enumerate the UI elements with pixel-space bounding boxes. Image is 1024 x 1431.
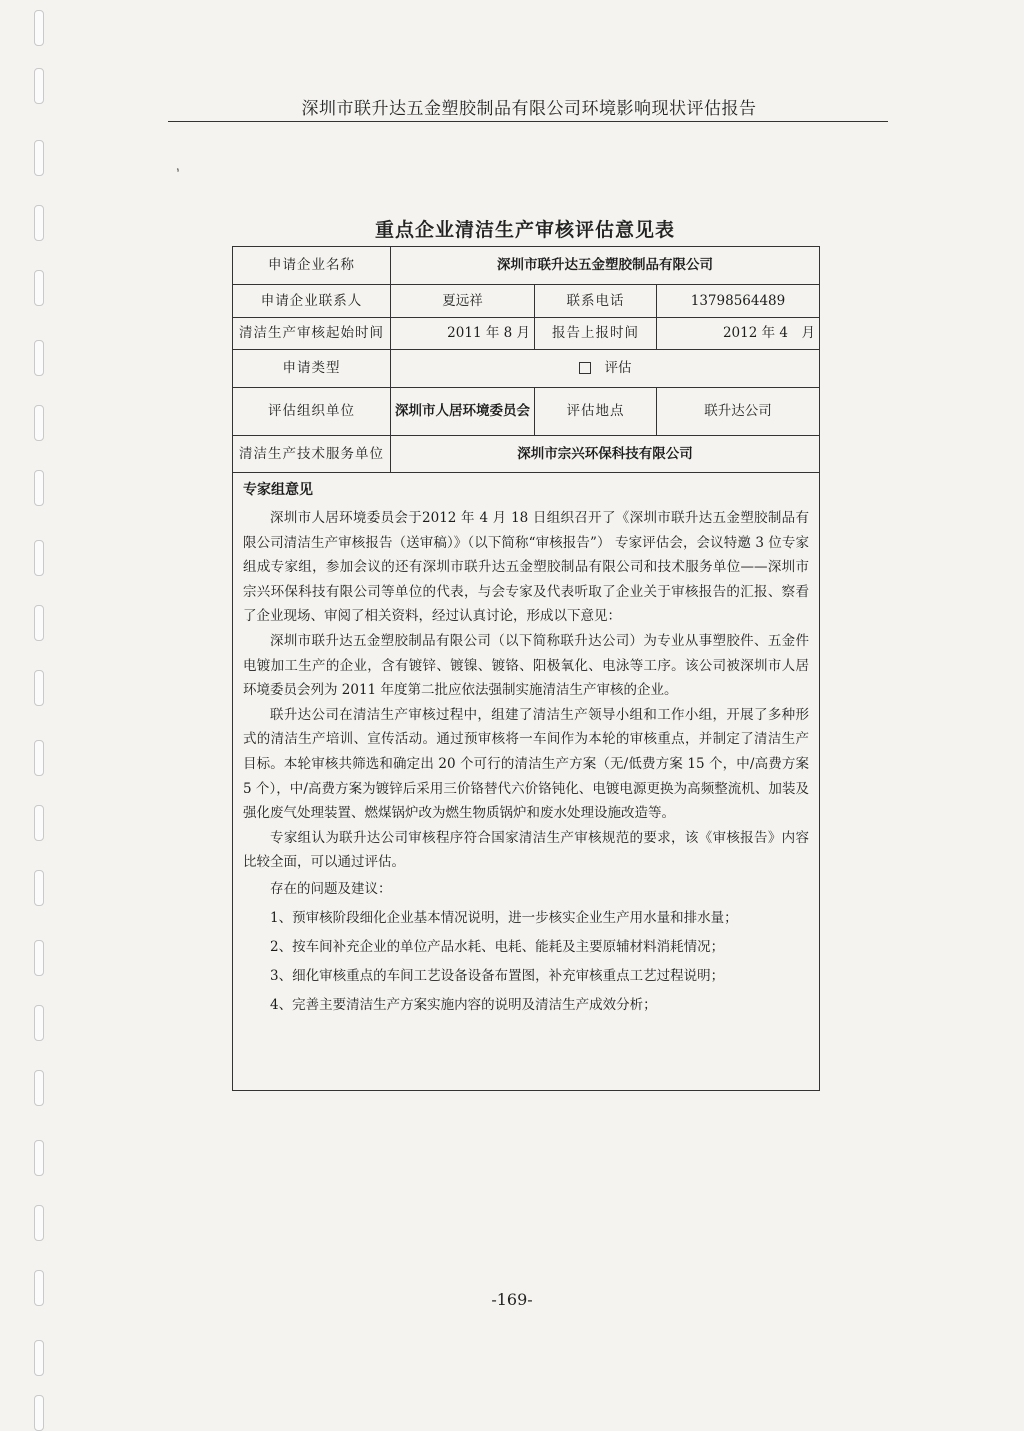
org-label: 评估组织单位 <box>233 388 391 436</box>
phone-label: 联系电话 <box>535 285 657 318</box>
evaluate-option-label: 评估 <box>604 360 632 376</box>
opinion-paragraph: 联升达公司在清洁生产审核过程中，组建了清洁生产领导小组和工作小组，开展了多种形式的清洁生产培训、宣传活动。通过预审核将一车间作为本轮的审核重点，并制定了清洁生产目标。本轮审核共筛选和确定出 20 个可行的清洁生产方案（无/低费方案 15 个，中/高费方案 5 个），中/高费方案为镀锌后采用三价铬替代六价铬钝化、电镀电源更换为高频整流机、加装及强化废气处理装置、燃煤锅炉改为燃生物质锅炉和废水处理设施改造等。 <box>243 706 809 822</box>
binding-hole <box>34 1395 44 1431</box>
binding-hole <box>34 1205 44 1241</box>
header-divider <box>168 121 888 122</box>
org-value: 深圳市人居环境委员会 <box>391 388 535 436</box>
evaluate-checkbox[interactable] <box>579 362 591 374</box>
binding-hole <box>34 270 44 306</box>
binding-hole <box>34 1005 44 1041</box>
binding-holes <box>30 0 50 1431</box>
contact-value: 夏远祥 <box>391 285 535 318</box>
page-header-title: 深圳市联升达五金塑胶制品有限公司环境影响现状评估报告 <box>301 99 757 119</box>
row-service <box>233 436 820 473</box>
row-contact <box>233 285 820 318</box>
expert-opinion-title: 专家组意见 <box>243 482 313 498</box>
form-title: 重点企业清洁生产审核评估意见表 <box>374 219 675 241</box>
binding-hole <box>34 470 44 506</box>
issues-title: 存在的问题及建议： <box>270 880 392 897</box>
page-number: -169- <box>491 1290 533 1309</box>
opinion-paragraph: 专家组认为联升达公司审核程序符合国家清洁生产审核规范的要求，该《审核报告》内容比较全面，可以通过评估。 <box>243 829 809 871</box>
binding-hole <box>34 140 44 176</box>
binding-hole <box>34 870 44 906</box>
binding-hole <box>34 670 44 706</box>
service-value: 深圳市宗兴环保科技有限公司 <box>391 436 820 473</box>
row-company-name <box>233 247 820 285</box>
binding-hole <box>34 1270 44 1306</box>
binding-hole <box>34 940 44 976</box>
binding-hole <box>34 405 44 441</box>
binding-hole <box>34 1140 44 1176</box>
binding-hole <box>34 68 44 104</box>
issue-item: 3、细化审核重点的车间工艺设备设备布置图，补充审核重点工艺过程说明； <box>270 967 725 984</box>
opinion-paragraph: 深圳市人居环境委员会于2012 年 4 月 18 日组织召开了《深圳市联升达五金塑胶制品有限公司清洁生产审核报告（送审稿）》（以下简称“审核报告”） 专家评估会，会议特邀 3 位专家组成专家组，参加会议的还有深圳市联升达五金塑胶制品有限公司和技术服务单位——深圳市宗兴环保科技有限公司等单位的代表，与会专家及代表听取了企业关于审核报告的汇报、察看了企业现场、审阅了相关资料，经过认真讨论，形成以下意见： <box>243 510 809 625</box>
binding-hole <box>34 205 44 241</box>
phone-value: 13798564489 <box>657 285 820 318</box>
issue-item: 1、预审核阶段细化企业基本情况说明，进一步核实企业生产用水量和排水量； <box>270 909 738 926</box>
opinion-paragraph: 深圳市联升达五金塑胶制品有限公司（以下简称联升达公司）为专业从事塑胶件、五金件电镀加工生产的企业，含有镀锌、镀镍、镀铬、阳极氧化、电泳等工序。该公司被深圳市人居环境委员会列为 2011 年度第二批应依法强制实施清洁生产审核的企业。 <box>243 632 809 699</box>
service-label: 清洁生产技术服务单位 <box>233 436 391 473</box>
row-apply-type <box>233 350 820 388</box>
row-expert-opinion <box>233 473 820 1091</box>
row-audit-time <box>233 318 820 350</box>
audit-start-label: 清洁生产审核起始时间 <box>233 318 391 350</box>
binding-hole <box>34 340 44 376</box>
binding-hole <box>34 605 44 641</box>
scan-artifact: ’ <box>174 165 187 183</box>
binding-hole <box>34 10 44 46</box>
issue-item: 4、完善主要清洁生产方案实施内容的说明及清洁生产成效分析； <box>270 996 657 1013</box>
issue-item: 2、按车间补充企业的单位产品水耗、电耗、能耗及主要原辅材料消耗情况； <box>270 938 725 955</box>
binding-hole <box>34 740 44 776</box>
contact-label: 申请企业联系人 <box>233 285 391 318</box>
apply-type-label: 申请类型 <box>233 350 391 388</box>
place-label: 评估地点 <box>535 388 657 436</box>
binding-hole <box>34 540 44 576</box>
company-name-label: 申请企业名称 <box>233 247 391 285</box>
binding-hole <box>34 805 44 841</box>
report-time-label: 报告上报时间 <box>535 318 657 350</box>
expert-opinion-cell <box>233 473 820 1091</box>
report-time-value: 2012 年 4 月 <box>657 318 820 350</box>
place-value: 联升达公司 <box>657 388 820 436</box>
apply-type-value <box>391 350 820 388</box>
company-name-value: 深圳市联升达五金塑胶制品有限公司 <box>391 247 820 285</box>
row-org <box>233 388 820 436</box>
audit-start-value: 2011 年 8 月 <box>391 318 535 350</box>
binding-hole <box>34 1070 44 1106</box>
assessment-form-table <box>232 246 820 1091</box>
binding-hole <box>34 1340 44 1376</box>
